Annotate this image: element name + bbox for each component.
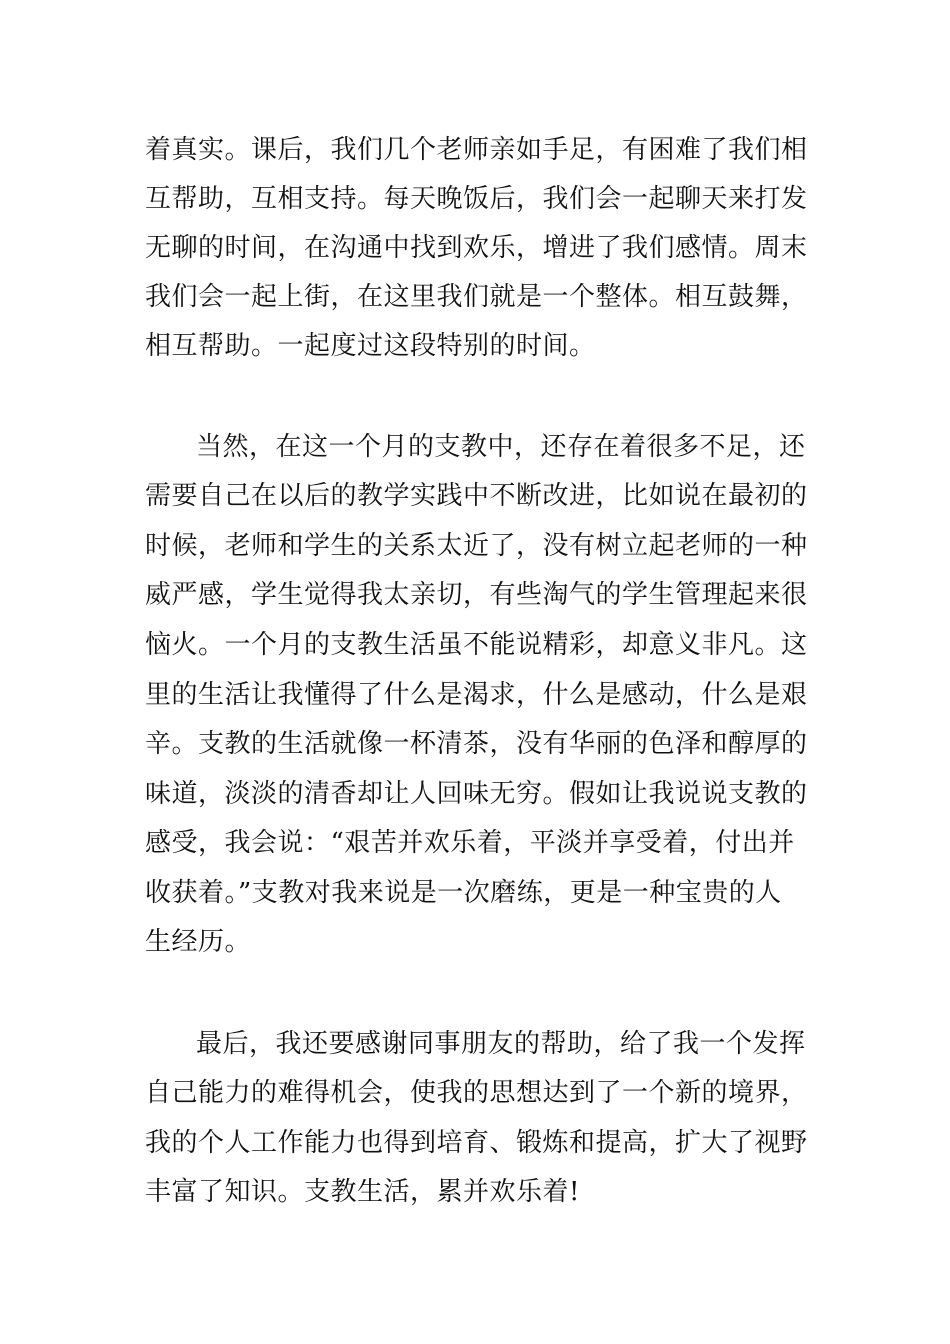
paragraph-line: 味道，淡淡的清香却让人回味无穷。假如让我说说支教的 — [145, 779, 808, 809]
paragraph-line: 我们会一起上街，在这里我们就是一个整体。相互鼓舞， — [145, 282, 808, 312]
paragraph-line: 威严感，学生觉得我太亲切，有些淘气的学生管理起来很 — [145, 580, 808, 610]
paragraph-line: 无聊的时间，在沟通中找到欢乐，增进了我们感情。周末 — [145, 233, 808, 263]
paragraph-line: 丰富了知识。支教生活，累并欢乐着! — [145, 1177, 580, 1207]
paragraph-line: 恼火。一个月的支教生活虽不能说精彩，却意义非凡。这 — [145, 630, 808, 660]
paragraph-line: 互帮助，互相支持。每天晚饭后，我们会一起聊天来打发 — [145, 184, 808, 214]
paragraph-line: 需要自己在以后的教学实践中不断改进，比如说在最初的 — [145, 481, 808, 511]
paragraph-line: 着真实。课后，我们几个老师亲如手足，有困难了我们相 — [145, 135, 808, 165]
paragraph-line: 辛。支教的生活就像一杯清茶，没有华丽的色泽和醇厚的 — [145, 729, 808, 759]
paragraph-line: 时候，老师和学生的关系太近了，没有树立起老师的一种 — [145, 531, 808, 561]
paragraph-line: 自己能力的难得机会，使我的思想达到了一个新的境界， — [145, 1078, 808, 1108]
paragraph-line: 当然，在这一个月的支教中，还存在着很多不足，还 — [196, 432, 806, 462]
paragraph-line: 最后，我还要感谢同事朋友的帮助，给了我一个发挥 — [196, 1029, 806, 1059]
paragraph-line: 生经历。 — [145, 927, 252, 957]
paragraph-line: 相互帮助。一起度过这段特别的时间。 — [145, 331, 596, 361]
paragraph-line: 收获着。”支教对我来说是一次磨练，更是一种宝贵的人 — [145, 878, 782, 908]
paragraph-line: 我的个人工作能力也得到培育、锻炼和提高，扩大了视野 — [145, 1128, 808, 1158]
paragraph-line: 感受，我会说：“艰苦并欢乐着，平淡并享受着，付出并 — [145, 828, 795, 858]
paragraph-line: 里的生活让我懂得了什么是渴求，什么是感动，什么是艰 — [145, 680, 808, 710]
